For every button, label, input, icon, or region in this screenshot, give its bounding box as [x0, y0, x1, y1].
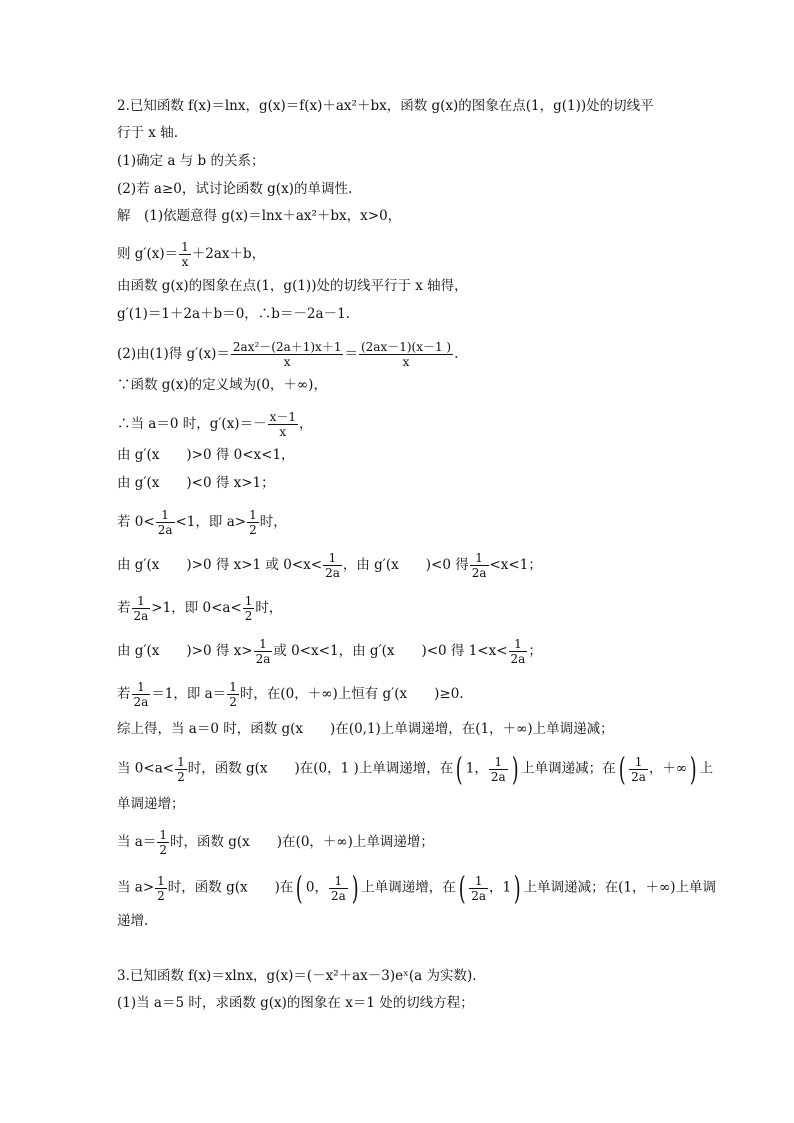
- large-parenthesis: ): [689, 750, 697, 788]
- fraction: [254, 637, 273, 666]
- denominator: 2a: [490, 769, 506, 784]
- solution-line-9: 由 g′(x )<0 得 x>1；: [117, 475, 275, 491]
- numerator: (2ax－1)(x－1 ): [360, 340, 452, 354]
- denominator: 2a: [133, 695, 149, 709]
- large-parenthesis: (: [618, 750, 626, 788]
- math-text: ＋2ax＋b，: [191, 246, 266, 262]
- denominator: 2a: [471, 888, 487, 903]
- denominator: 2a: [255, 652, 271, 666]
- math-text: 当 0<a<: [117, 760, 175, 777]
- math-text: 若 0<: [117, 514, 155, 530]
- denominator: 2a: [325, 566, 340, 580]
- solution-line-13: [117, 637, 724, 666]
- math-text: 时，在(0，＋∞)上恒有 g′(x )≥0.: [239, 686, 464, 702]
- summary-line-3: 单调递增；: [117, 796, 185, 812]
- q3-part1: (1)当 a＝5 时，求函数 g(x)的图象在 x＝1 处的切线方程；: [117, 995, 474, 1011]
- numerator: 1: [229, 680, 237, 694]
- math-text: 当 a>: [117, 879, 155, 896]
- solution-line-2: [117, 240, 724, 269]
- summary-line-5: [117, 869, 724, 907]
- solution-line-4: g′(1)＝1＋2a＋b＝0，∴b＝－2a－1.: [117, 306, 350, 322]
- fraction: [227, 680, 239, 709]
- numerator: 1: [156, 508, 175, 523]
- math-text: (2)由(1)得 g′(x)＝: [117, 346, 230, 362]
- math-text: 由 g′(x )>0 得 x>: [117, 643, 253, 659]
- denominator: 2a: [510, 652, 526, 666]
- numerator: 1: [470, 551, 489, 566]
- math-text: 上单调递减；在(1，＋∞)上单调: [523, 879, 716, 896]
- denominator: x: [283, 355, 291, 369]
- denominator: x: [402, 355, 410, 369]
- solution-line-5: [117, 340, 724, 369]
- denominator: 2a: [631, 769, 646, 784]
- math-text: 时，函数 g(x )在(0，1 )上单调递增，在: [187, 760, 454, 777]
- q3-stem: 3.已知函数 f(x)＝xlnx，g(x)＝(－x²＋ax－3)eˣ(a 为实数).: [117, 968, 477, 984]
- math-text: 上单调递减；在: [521, 760, 616, 777]
- denominator: 2: [159, 843, 167, 857]
- math-text: ，由 g′(x )<0 得: [342, 557, 469, 573]
- math-text: 由 g′(x )>0 得 x>1 或 0<x<: [117, 557, 323, 573]
- solution-line-3: 由函数 g(x)的图象在点(1，g(1))处的切线平行于 x 轴得，: [117, 278, 468, 294]
- denominator: 2: [244, 609, 253, 623]
- math-text: ；: [528, 643, 542, 659]
- math-text: 若: [117, 600, 131, 616]
- math-text: 0，: [305, 879, 328, 896]
- fraction: [155, 874, 167, 903]
- numerator: 1: [489, 755, 508, 770]
- numerator: 1: [244, 594, 253, 608]
- fraction: [132, 680, 151, 709]
- large-parenthesis: ): [513, 869, 521, 907]
- math-text: ＝: [344, 346, 358, 362]
- fraction: [179, 240, 191, 269]
- q2-stem-line1: 2.已知函数 f(x)＝lnx，g(x)＝f(x)＋ax²＋bx，函数 g(x)的图象在点(1，g(1))处的切线平: [117, 98, 654, 114]
- summary-line-4: [117, 828, 724, 857]
- fraction: [359, 340, 453, 369]
- q2-part1: (1)确定 a 与 b 的关系；: [117, 153, 265, 169]
- fraction: [157, 828, 169, 857]
- numerator: 1: [254, 637, 273, 652]
- fraction: [247, 508, 259, 537]
- math-text: 时，: [255, 600, 283, 616]
- fraction: [132, 594, 151, 623]
- numerator: 1: [159, 828, 167, 842]
- denominator: 2a: [471, 566, 487, 580]
- numerator: x－1: [269, 410, 296, 424]
- solution-line-11: [117, 551, 724, 580]
- q2-part2: (2)若 a≥0，试讨论函数 g(x)的单调性.: [117, 181, 353, 197]
- math-text: 则 g′(x)＝: [117, 246, 179, 262]
- fraction: [231, 340, 344, 369]
- numerator: 1: [132, 680, 151, 695]
- numerator: 1: [157, 873, 165, 888]
- large-parenthesis: (: [456, 750, 463, 788]
- numerator: 1: [629, 755, 648, 770]
- numerator: 1: [509, 637, 528, 652]
- math-text: ，＋∞: [648, 760, 688, 777]
- math-text: 或 0<x<1，由 g′(x )<0 得 1<x<: [273, 643, 508, 659]
- denominator: 2a: [330, 888, 346, 903]
- numerator: 1: [329, 874, 348, 889]
- denominator: x: [279, 425, 287, 439]
- math-text: 1，: [465, 760, 488, 777]
- denominator: 2a: [157, 523, 173, 537]
- math-text: 上单调递增，在: [361, 879, 456, 896]
- solution-line-10: [117, 508, 724, 537]
- solution-line-1: 解 (1)依题意得 g(x)＝lnx＋ax²＋bx，x>0，: [117, 208, 402, 224]
- denominator: 2: [229, 695, 237, 709]
- numerator: 2ax²－(2a＋1)x＋1: [232, 340, 342, 354]
- math-text: 当 a＝: [117, 834, 157, 850]
- solution-line-6: ∵函数 g(x)的定义域为(0，＋∞)，: [117, 377, 327, 393]
- fraction: [509, 637, 528, 666]
- solution-line-7: [117, 410, 724, 439]
- solution-line-8: 由 g′(x )>0 得 0<x<1，: [117, 447, 295, 463]
- fraction: [323, 551, 342, 580]
- solution-line-14: [117, 680, 724, 709]
- denominator: 2a: [133, 609, 149, 623]
- q2-stem-line2: 行于 x 轴.: [117, 125, 178, 141]
- denominator: x: [181, 255, 189, 269]
- math-text: ，: [298, 416, 313, 432]
- math-text: 时，函数 g(x )在: [167, 879, 294, 896]
- fraction: [268, 410, 298, 439]
- denominator: 2: [249, 523, 257, 537]
- math-text: ＝1，即 a＝: [151, 686, 227, 702]
- math-text: .: [454, 346, 459, 362]
- summary-line-2: [117, 750, 724, 788]
- fraction: [629, 755, 648, 784]
- numerator: 1: [132, 594, 151, 609]
- numerator: 1: [469, 874, 488, 889]
- fraction: [470, 551, 489, 580]
- numerator: 1: [323, 551, 342, 566]
- math-text: ∴当 a＝0 时，g′(x)＝－: [117, 416, 267, 432]
- math-text: <1，即 a>: [175, 514, 247, 530]
- large-parenthesis: (: [296, 869, 304, 907]
- fraction: [469, 874, 488, 903]
- fraction: [243, 594, 255, 623]
- denominator: 2: [177, 769, 185, 784]
- large-parenthesis: ): [511, 750, 519, 788]
- math-text: 若: [117, 686, 131, 702]
- numerator: 1: [177, 754, 185, 769]
- summary-line-6: 递增.: [117, 913, 149, 929]
- fraction: [175, 755, 187, 784]
- numerator: 1: [181, 240, 189, 254]
- summary-line-1: 综上得，当 a＝0 时，函数 g(x )在(0,1)上单调递增，在(1，＋∞)上单调递减；: [117, 721, 614, 737]
- fraction: [156, 508, 175, 537]
- math-text: <x<1；: [489, 557, 542, 573]
- numerator: 1: [249, 508, 257, 522]
- math-text: 时，函数 g(x )在(0，＋∞)上单调递增；: [169, 834, 434, 850]
- large-parenthesis: ): [351, 869, 359, 907]
- solution-line-12: [117, 594, 724, 623]
- fraction: [329, 874, 348, 903]
- math-text: >1，即 0<a<: [151, 600, 242, 616]
- large-parenthesis: (: [458, 869, 466, 907]
- denominator: 2: [157, 888, 165, 903]
- math-text: ，1: [489, 879, 512, 896]
- fraction: [489, 755, 508, 784]
- math-text: 时，: [259, 514, 287, 530]
- math-text: 上: [699, 760, 714, 777]
